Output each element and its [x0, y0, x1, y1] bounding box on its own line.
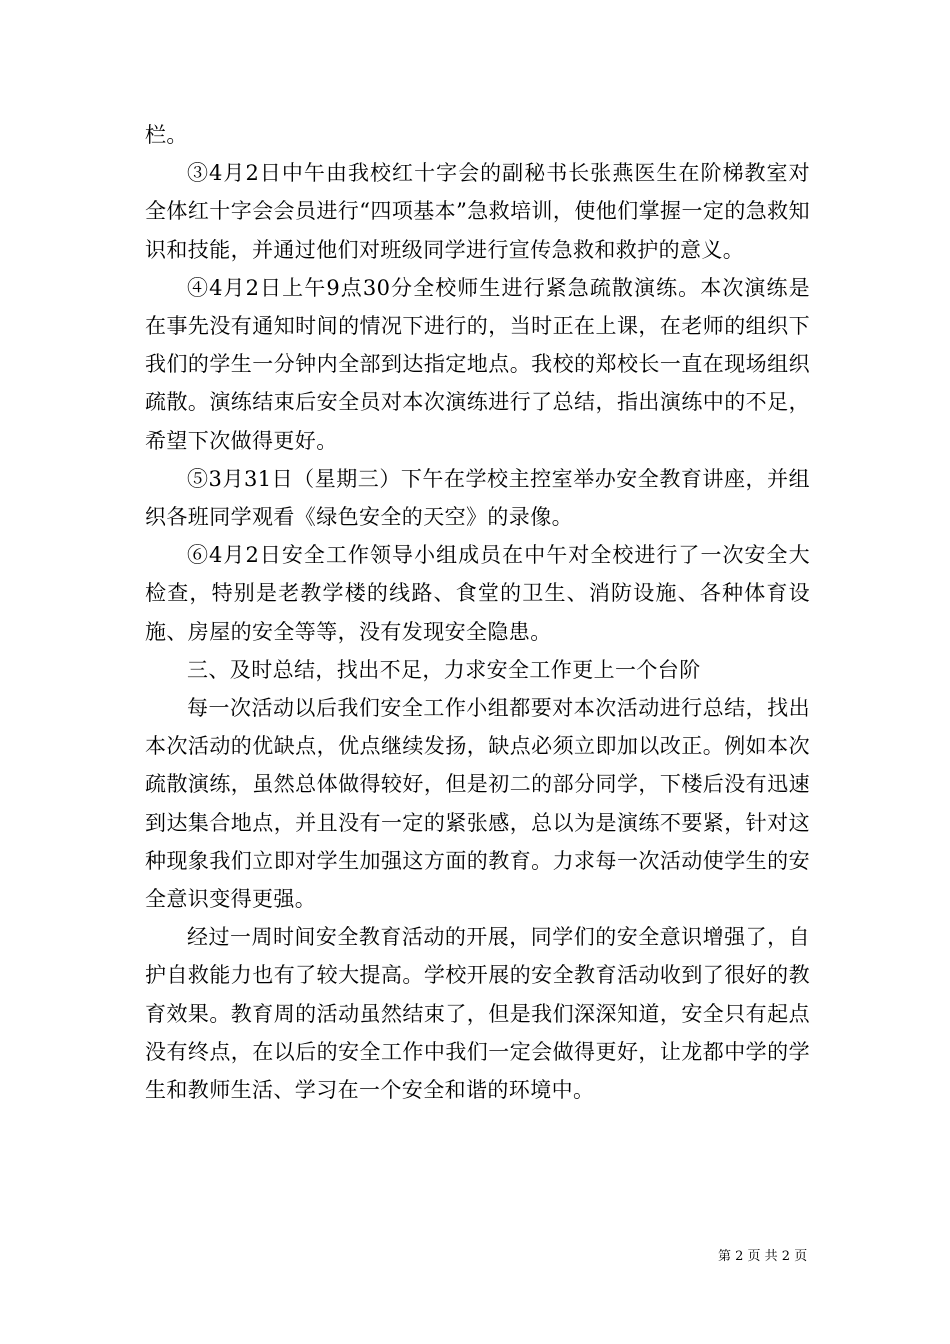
paragraph-continuation: 栏。: [145, 123, 188, 147]
paragraph-item-3: ③4月2日中午由我校红十字会的副秘书长张燕医生在阶梯教室对全体红十字会会员进行“四项基本”急救培训，使他们掌握一定的急救知识和技能，并通过他们对班级同学进行宣传急救和救护的意义。: [145, 161, 810, 262]
paragraph-summary: 每一次活动以后我们安全工作小组都要对本次活动进行总结，找出本次活动的优缺点，优点继续发扬，缺点必须立即加以改正。例如本次疏散演练，虽然总体做得较好，但是初二的部分同学，下楼后没有迅速到达集合地点，并且没有一定的紧张感，总以为是演练不要紧，针对这种现象我们立即对学生加强这方面的教育。力求每一次活动使学生的安全意识变得更强。: [145, 696, 810, 912]
document-body: [145, 116, 810, 1109]
page-number-footer: 第 2 页 共 2 页: [718, 1249, 808, 1264]
paragraph-item-6: ⑥4月2日安全工作领导小组成员在中午对全校进行了一次安全大检查，特别是老教学楼的线路、食堂的卫生、消防设施、各种体育设施、房屋的安全等等，没有发现安全隐患。: [145, 543, 810, 644]
paragraph-item-5: ⑤3月31日（星期三）下午在学校主控室举办安全教育讲座，并组织各班同学观看《绿色安全的天空》的录像。: [145, 466, 810, 530]
paragraph-conclusion: 经过一周时间安全教育活动的开展，同学们的安全意识增强了，自护自救能力也有了较大提高。学校开展的安全教育活动收到了很好的教育效果。教育周的活动虽然结束了，但是我们深深知道，安全只有起点没有终点，在以后的安全工作中我们一定会做得更好，让龙都中学的学生和教师生活、学习在一个安全和谐的环境中。: [145, 925, 810, 1103]
section-heading-3: 三、及时总结，找出不足，力求安全工作更上一个台阶: [187, 657, 701, 682]
paragraph-item-4: ④4月2日上午9点30分全校师生进行紧急疏散演练。本次演练是在事先没有通知时间的情况下进行的，当时正在上课，在老师的组织下我们的学生一分钟内全部到达指定地点。我校的郑校长一直在现场组织疏散。演练结束后安全员对本次演练进行了总结，指出演练中的不足，希望下次做得更好。: [145, 275, 810, 453]
